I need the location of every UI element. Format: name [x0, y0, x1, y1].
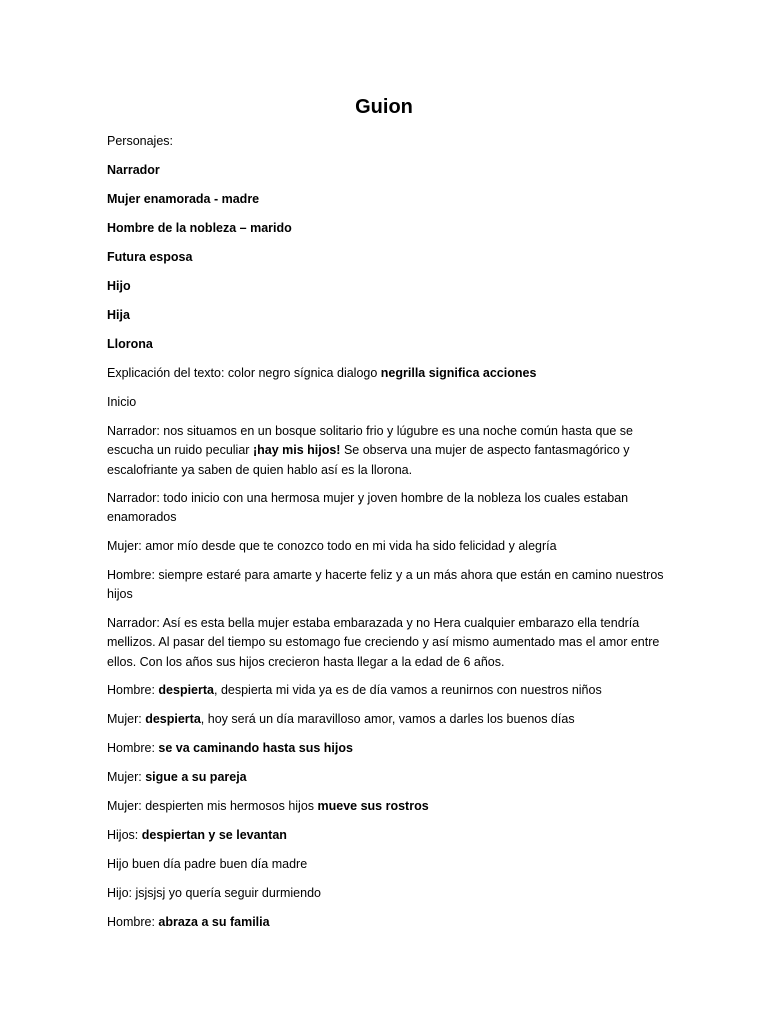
dialogue-text: Hombre:	[107, 915, 159, 929]
character-item: Llorona	[107, 337, 153, 351]
dialogue-text: , despierta mi vida ya es de día vamos a reunirnos con nuestros niños	[214, 683, 602, 697]
character-item: Hija	[107, 308, 130, 322]
dialogue-text: Mujer:	[107, 770, 146, 784]
paragraph	[107, 797, 667, 816]
document-title: Guion	[355, 96, 413, 118]
dialogue-text: Se observa una mujer de aspecto fantasmagórico y escalofriante ya saben de quien hablo así es la llorona.	[107, 443, 630, 477]
paragraph	[107, 739, 667, 758]
paragraph: Mujer: amor mío desde que te conozco todo en mi vida ha sido felicidad y alegría	[107, 539, 557, 553]
character-item: Hijo	[107, 279, 131, 293]
dialogue-text: Hijos:	[107, 828, 142, 842]
explanation-bold-text: negrilla significa acciones	[380, 366, 537, 380]
character-item: Hombre de la nobleza – marido	[107, 221, 292, 235]
paragraph	[107, 422, 667, 480]
paragraph: Narrador: Así es esta bella mujer estaba embarazada y no Hera cualquier embarazo ella tendría mellizos. Al pasar del tiempo su estomago fue creciendo y así mismo aumentado mas el amor entre ellos. Con los años sus hijos crecieron hasta llegar a la edad de 6 años.	[107, 616, 660, 669]
text-explanation	[107, 364, 667, 383]
section-heading: Inicio	[107, 395, 137, 409]
dialogue-text: Mujer: despierten mis hermosos hijos	[107, 799, 318, 813]
paragraph	[107, 768, 667, 787]
action-text: abraza a su familia	[158, 915, 270, 929]
action-text: ¡hay mis hijos!	[252, 443, 341, 458]
paragraph: Hombre: siempre estaré para amarte y hacerte feliz y a un más ahora que están en camino nuestros hijos	[107, 568, 664, 602]
dialogue-text: , hoy será un día maravilloso amor, vamos a darles los buenos días	[200, 712, 575, 726]
paragraph: Hijo buen día padre buen día madre	[107, 857, 308, 871]
character-item: Futura esposa	[107, 250, 193, 264]
dialogue-text: Narrador: nos situamos en un bosque solitario frio y lúgubre es una noche común hasta que se escucha un ruido peculiar	[107, 424, 634, 458]
action-text: despiertan y se levantan	[141, 828, 287, 842]
dialogue-text: Hombre:	[107, 683, 159, 697]
paragraph	[107, 913, 667, 932]
explanation-text: Explicación del texto: color negro sígnica dialogo	[107, 366, 381, 380]
character-item: Mujer enamorada - madre	[107, 192, 260, 206]
action-text: despierta	[158, 683, 214, 697]
dialogue-text: Hombre:	[107, 741, 159, 755]
paragraph: Hijo: jsjsjsj yo quería seguir durmiendo	[107, 886, 321, 900]
paragraph	[107, 681, 667, 700]
action-text: se va caminando hasta sus hijos	[158, 741, 353, 755]
character-item: Narrador	[107, 163, 160, 177]
action-text: mueve sus rostros	[317, 799, 429, 813]
action-text: sigue a su pareja	[145, 770, 247, 784]
paragraph	[107, 710, 667, 729]
paragraph: Narrador: todo inicio con una hermosa mujer y joven hombre de la nobleza los cuales estaban enamorados	[107, 491, 629, 525]
characters-label: Personajes:	[107, 134, 174, 148]
dialogue-text: Mujer:	[107, 712, 146, 726]
paragraph	[107, 826, 667, 845]
action-text: despierta	[145, 712, 201, 726]
